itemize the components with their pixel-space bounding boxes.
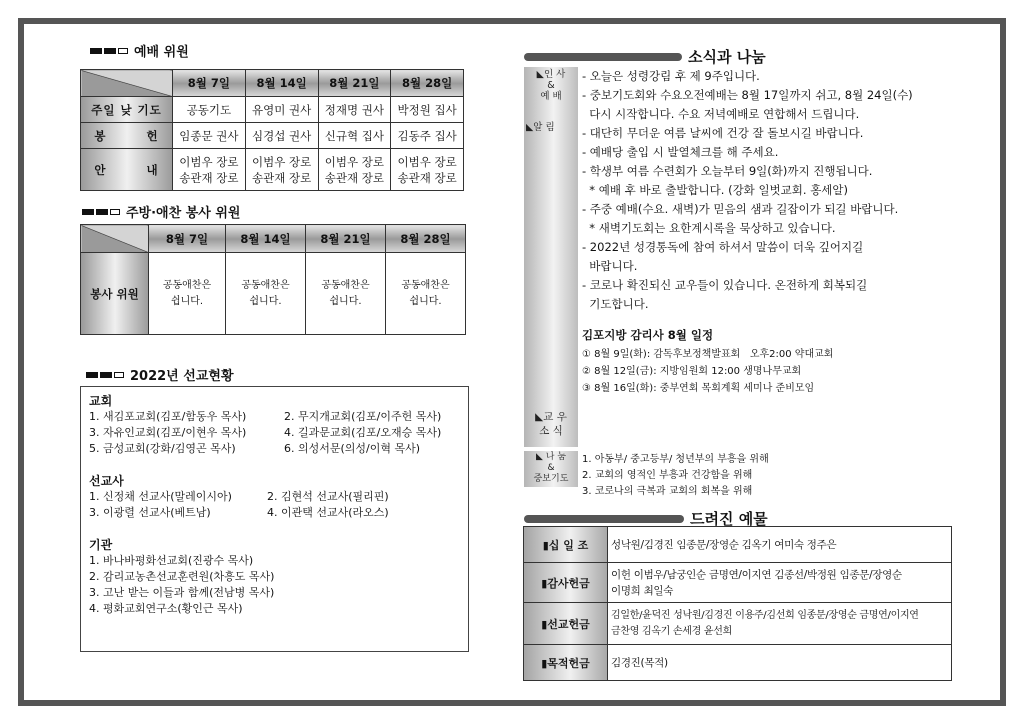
list-item: - 중보기도회와 수요오전예배는 8월 17일까지 쉬고, 8월 24일(수) (582, 88, 913, 102)
offering-type: ▮목적헌금 (524, 645, 608, 681)
date-header: 8월 7일 (149, 225, 226, 253)
list-item: 바랍니다. (582, 259, 638, 273)
table-row (524, 645, 952, 681)
table-cell: 임종문 권사 (173, 123, 246, 149)
offering-type: ▮십 일 조 (524, 527, 608, 563)
kitchen-table (80, 224, 466, 335)
list-item: 1. 아동부/ 중고등부/ 청년부의 부흥을 위해 (582, 454, 769, 465)
date-header: 8월 21일 (305, 225, 385, 253)
list-item: - 대단히 무더운 여름 날씨에 건강 잘 돌보시길 바랍니다. (582, 126, 864, 140)
list-item: 1. 새김포교회(김포/함동우 목사) 2. 무지개교회(김포/이주헌 목사) (89, 410, 442, 423)
table-cell: 이범우 장로 송관재 장로 (318, 149, 391, 191)
list-item: 3. 코로나의 극복과 교회의 회복을 위해 (582, 486, 753, 497)
worship-title: 예배 위원 (134, 45, 189, 60)
list-item: 1. 바나바평화선교회(진광수 목사) (89, 554, 254, 567)
churches-label: 교회 (89, 394, 113, 408)
schedule-title: 김포지방 감리사 8월 일정 (582, 328, 714, 342)
offering-names: 김경진(목적) (608, 645, 952, 681)
date-header: 8월 7일 (173, 70, 246, 97)
side-label-notice: ◣알 림 (526, 122, 555, 133)
table-cell: 유영미 권사 (245, 97, 318, 123)
list-item: 기도합니다. (582, 297, 649, 311)
table-cell: 공동애찬은 쉽니다. (305, 253, 385, 335)
table-row (524, 603, 952, 645)
orgs-label: 기관 (89, 538, 113, 552)
date-header: 8월 21일 (318, 70, 391, 97)
list-item: 3. 고난 받는 이들과 함께(전남병 목사) (89, 586, 275, 599)
heading-bullet-icon (86, 372, 124, 378)
kitchen-section-title (82, 202, 240, 221)
list-item: * 예배 후 바로 출발합니다. (강화 일벗교회. 홍세알) (582, 183, 849, 197)
role-label: 주일 낮 기도 (81, 97, 173, 123)
offerings-title: 드려진 예물 (690, 510, 768, 528)
table-cell: 이범우 장로 송관재 장로 (173, 149, 246, 191)
list-item: 1. 신정채 선교사(말레이시아) 2. 김현석 선교사(필리핀) (89, 490, 389, 503)
table-cell: 이범우 장로 송관재 장로 (245, 149, 318, 191)
list-item: 3. 자유인교회(김포/이현우 목사) 4. 길과문교회(김포/오재승 목사) (89, 426, 442, 439)
heading-bullet-icon (90, 48, 128, 54)
list-item: 2. 감리교농촌선교훈련원(차흥도 목사) (89, 570, 275, 583)
role-label: 봉사 위원 (81, 253, 149, 335)
list-item: 2. 교회의 영적인 부흥과 건강함을 위해 (582, 470, 753, 481)
table-row (524, 563, 952, 603)
offerings-table (523, 526, 952, 681)
date-header: 8월 14일 (225, 225, 305, 253)
kitchen-title: 주방·애찬 봉사 위원 (126, 206, 241, 221)
mission-title: 2022년 선교현황 (130, 369, 234, 384)
list-item: 3. 이광렬 선교사(베트남) 4. 이관택 선교사(라오스) (89, 506, 389, 519)
side-label-members: ◣교 우 소 식 (535, 411, 567, 437)
list-item: 4. 평화교회연구소(황인근 목사) (89, 602, 243, 615)
list-item: 5. 금성교회(강화/김영곤 목사) 6. 의성서문(의성/이혁 목사) (89, 442, 421, 455)
news-title: 소식과 나눔 (688, 48, 766, 66)
worship-table (80, 69, 464, 191)
table-cell: 공동기도 (173, 97, 246, 123)
table-cell: 공동애찬은 쉽니다. (385, 253, 465, 335)
offering-type: ▮선교헌금 (524, 603, 608, 645)
role-label: 봉 헌 (81, 123, 173, 149)
table-cell: 신규혁 집사 (318, 123, 391, 149)
list-item: ① 8월 9일(화): 감독후보정책발표회 오후2:00 약대교회 (582, 349, 834, 360)
list-item: - 학생부 여름 수련회가 오늘부터 9일(화)까지 진행됩니다. (582, 164, 873, 178)
list-item: - 오늘은 성령강림 후 제 9주입니다. (582, 69, 760, 83)
list-item: - 주중 예배(수요. 새벽)가 믿음의 샘과 길잡이가 되길 바랍니다. (582, 202, 899, 216)
heading-bar-icon (524, 515, 684, 523)
offering-names: 이헌 이범우/남궁인순 금명연/이지연 김종선/박정원 임종문/장영순 이명희 최일숙 (608, 563, 952, 603)
mission-section-title (86, 365, 234, 384)
table-cell: 공동애찬은 쉽니다. (149, 253, 226, 335)
news-side-bar-sharing (524, 451, 578, 487)
table-cell: 박정원 집사 (391, 97, 464, 123)
side-label-greeting: ◣인 사 & 예 배 (536, 69, 566, 102)
missionaries-label: 선교사 (89, 474, 124, 488)
news-side-bar (524, 67, 578, 447)
side-label-sharing: ◣ 나 눔 & 중보기도 (533, 452, 569, 484)
list-item: ③ 8월 16일(화): 중부연회 목회계획 세미나 준비모임 (582, 383, 815, 394)
heading-bullet-icon (82, 209, 120, 215)
table-cell: 심경섭 권사 (245, 123, 318, 149)
list-item: - 2022년 성경통독에 참여 하셔서 말씀이 더욱 깊어지길 (582, 240, 864, 254)
table-cell: 정재명 권사 (318, 97, 391, 123)
list-item: 다시 시작합니다. 수요 저녁예배로 연합해서 드립니다. (582, 107, 860, 121)
offering-names: 성낙원/김경진 임종문/장영순 김옥기 여미숙 정주은 (608, 527, 952, 563)
schedule-block (582, 327, 962, 397)
mission-box (80, 386, 469, 652)
offering-names: 김일한/윤덕진 성낙원/김경진 이용주/김선희 임종문/장영순 금명연/이지연 금찬영 김옥기 손세경 윤선희 (608, 603, 952, 645)
date-header: 8월 14일 (245, 70, 318, 97)
date-header: 8월 28일 (385, 225, 465, 253)
list-item: - 예배당 출입 시 발열체크를 해 주세요. (582, 145, 779, 159)
list-item: * 새벽기도회는 요한계시록을 묵상하고 있습니다. (582, 221, 836, 235)
table-cell: 이범우 장로 송관재 장로 (391, 149, 464, 191)
news-list (582, 67, 962, 314)
date-header: 8월 28일 (391, 70, 464, 97)
news-section-title (524, 46, 766, 67)
table-cell: 공동애찬은 쉽니다. (225, 253, 305, 335)
offering-type: ▮감사헌금 (524, 563, 608, 603)
table-cell: 김동주 집사 (391, 123, 464, 149)
worship-section-title (90, 41, 189, 60)
role-label: 안 내 (81, 149, 173, 191)
list-item: ② 8월 12일(금): 지방임원회 12:00 생명나무교회 (582, 366, 802, 377)
table-corner (81, 225, 149, 253)
heading-bar-icon (524, 53, 682, 61)
prayer-list (582, 452, 769, 500)
list-item: - 코로나 확진되신 교우들이 있습니다. 온전하게 회복되길 (582, 278, 868, 292)
table-row (524, 527, 952, 563)
table-corner (81, 70, 173, 97)
